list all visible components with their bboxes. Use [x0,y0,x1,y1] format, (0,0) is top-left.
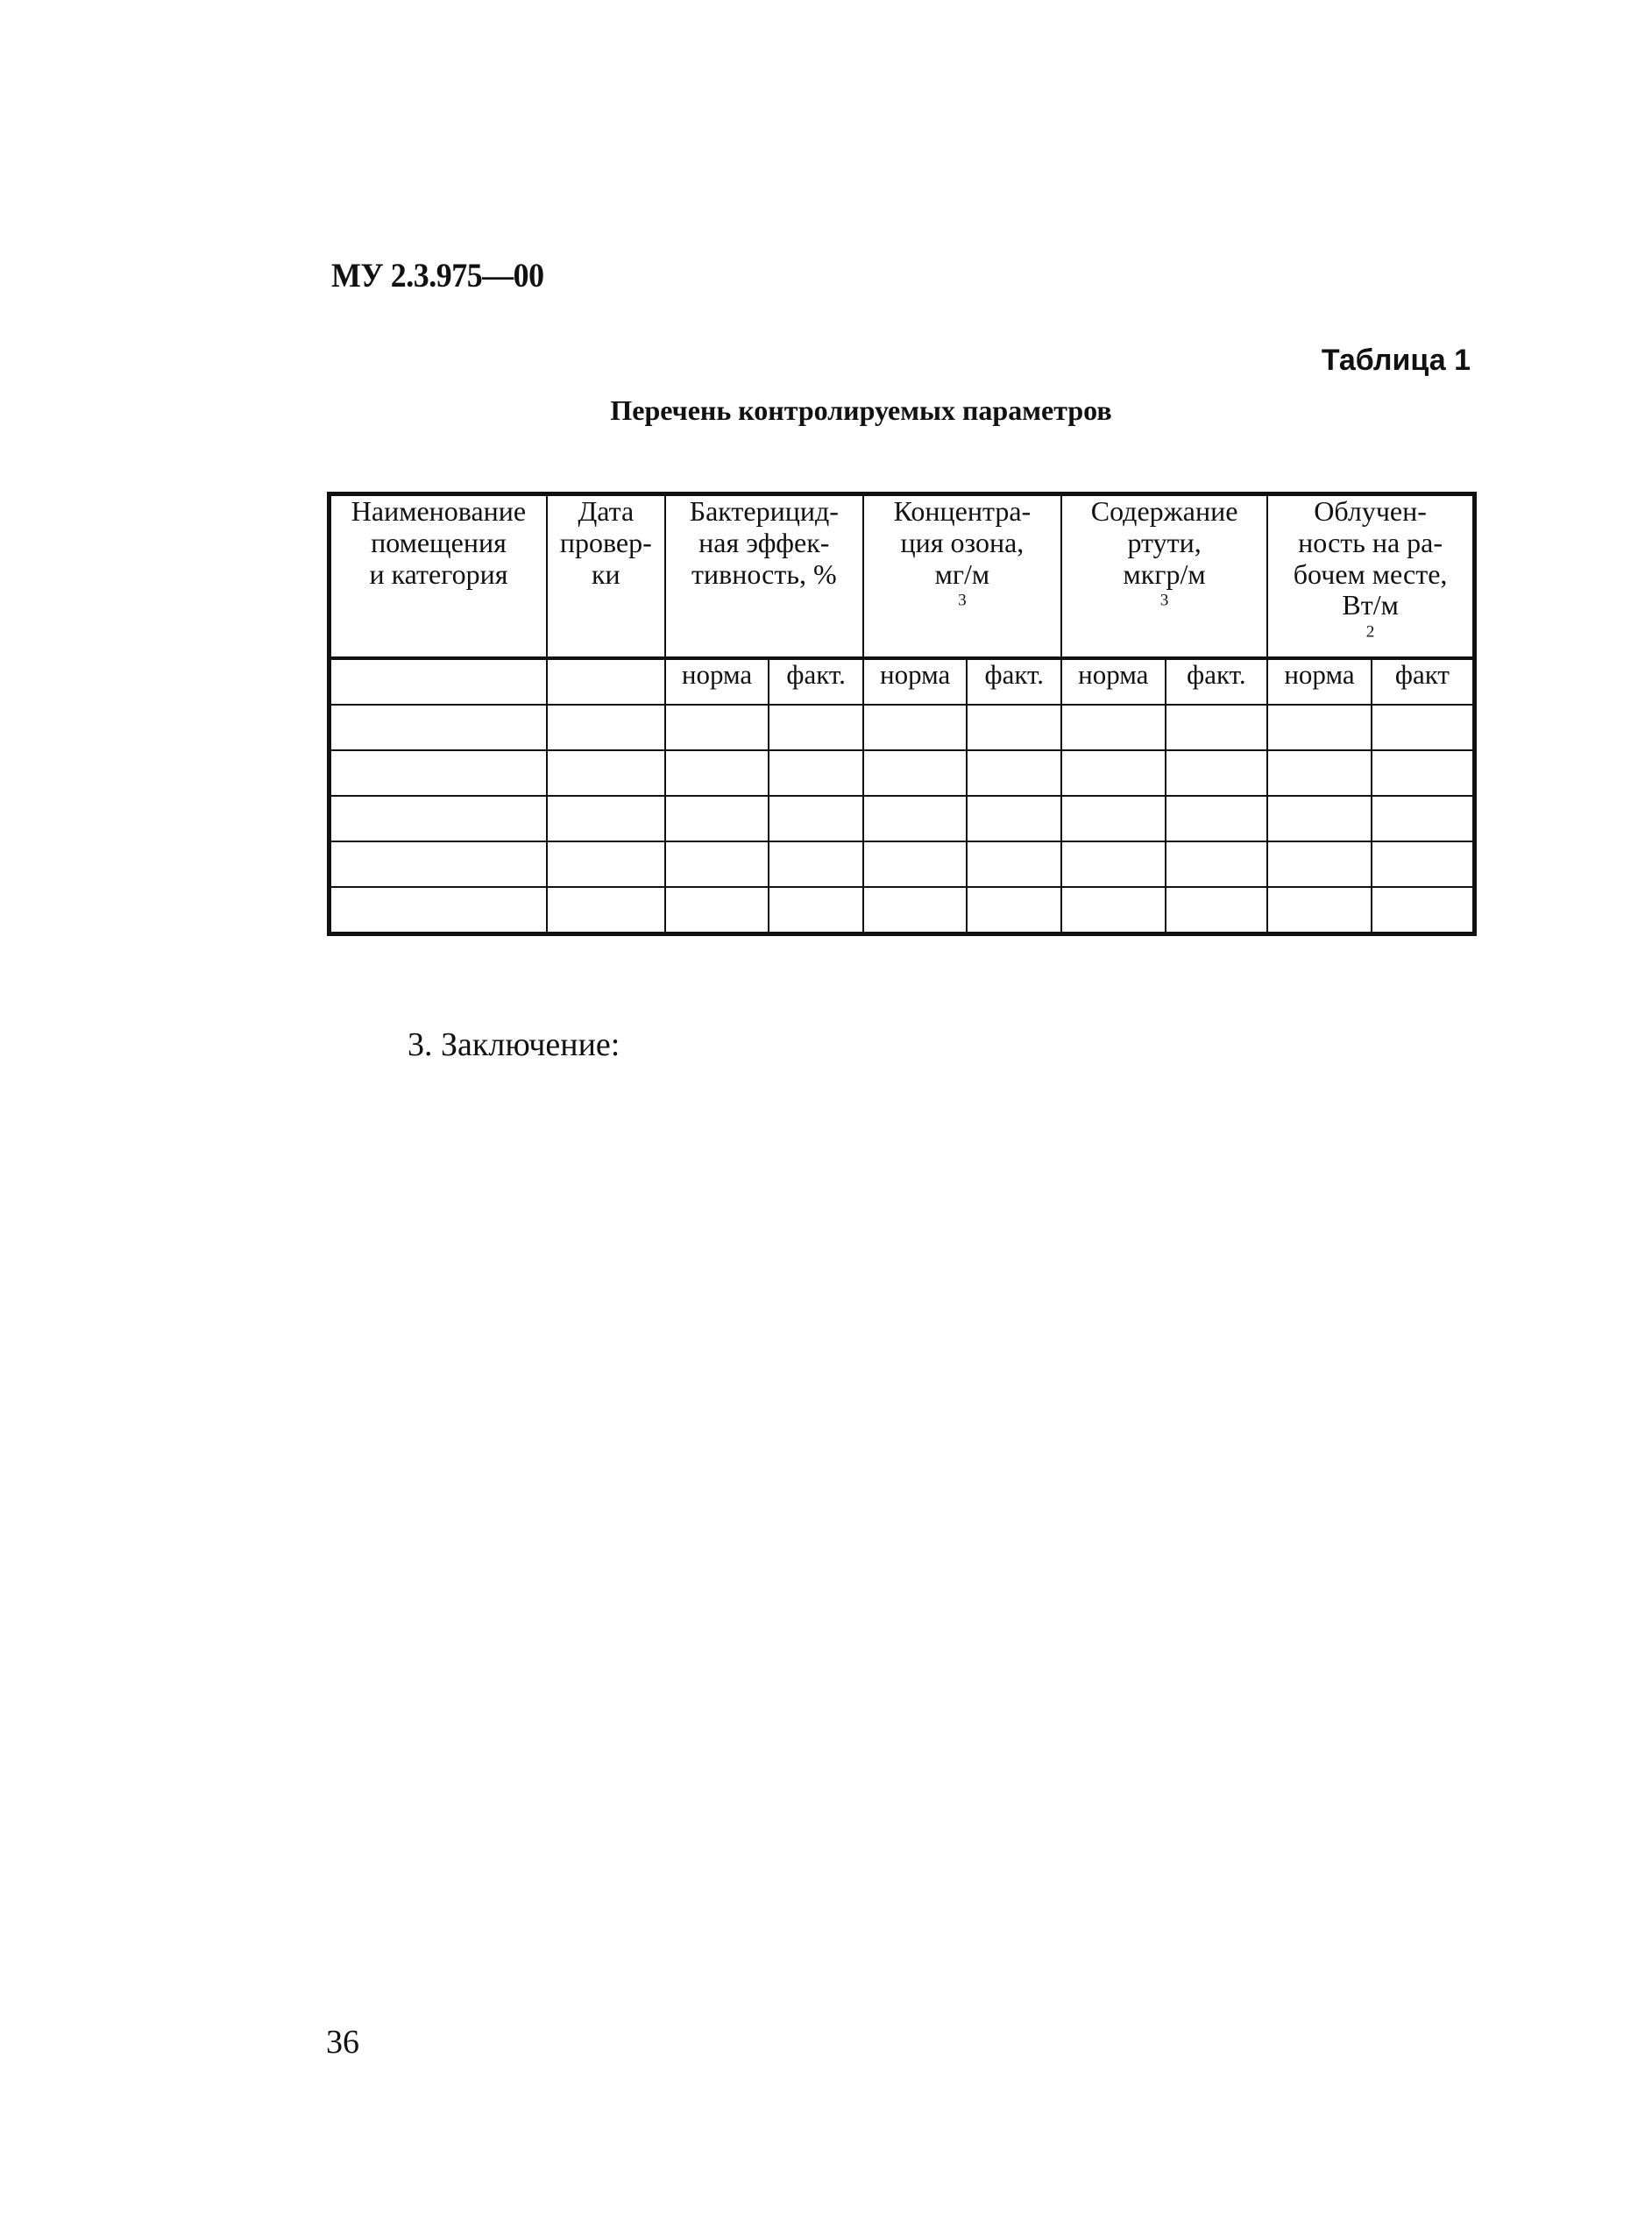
header-bactericidal-efficiency: Бактерицид- ная эффек- тивность, % [665,494,863,659]
table-cell [967,796,1060,841]
table-row [330,796,1475,841]
conclusion-heading: 3. Заключение: [408,1026,620,1063]
table-cell [863,750,968,796]
table-cell [1267,841,1372,887]
table-cell [547,705,665,750]
table-cell [665,841,769,887]
document-code: МУ 2.3.975—00 [331,257,544,294]
table-cell [665,750,769,796]
table-row [330,887,1475,934]
table-cell [330,796,547,841]
table-cell [1372,750,1475,796]
header-mercury-content: Содержание ртути, мкгр/м $^3$ [1061,494,1267,659]
table-cell [1372,705,1475,750]
table-cell [1267,887,1372,934]
table-subheader-row [330,658,1475,705]
table-cell [547,796,665,841]
subheader-actual: факт. [967,658,1060,705]
table-cell [863,841,968,887]
table-cell [967,750,1060,796]
table-cell [330,841,547,887]
header-irradiance: Облучен- ность на ра- бочем месте, Вт/м $^2$ [1267,494,1474,659]
table-cell [1267,705,1372,750]
table-label: Таблица 1 [1321,344,1471,377]
table-cell [1166,796,1268,841]
subheader-empty [547,658,665,705]
table-cell [1061,841,1166,887]
table-row [330,841,1475,887]
table-cell [1372,887,1475,934]
table-cell [547,750,665,796]
table-cell [665,796,769,841]
subheader-actual: факт. [769,658,862,705]
table-cell [665,887,769,934]
table-cell [769,887,862,934]
subheader-norm: норма [1061,658,1166,705]
table-cell [1267,796,1372,841]
table-body [330,705,1475,934]
table-cell [863,796,968,841]
table-cell [1061,750,1166,796]
subheader-actual: факт. [1166,658,1268,705]
table-cell [863,705,968,750]
subheader-norm: норма [863,658,968,705]
table-cell [547,887,665,934]
header-ozone-concentration: Концентра- ция озона, мг/м $^3$ [863,494,1061,659]
table-cell [1061,705,1166,750]
header-room-name: Наименование помещения и категория [330,494,547,659]
table-cell [1372,796,1475,841]
table-cell [1166,705,1268,750]
table-cell [330,887,547,934]
table-cell [1061,887,1166,934]
table-cell [967,887,1060,934]
table-cell [330,750,547,796]
table-cell [547,841,665,887]
table-cell [769,705,862,750]
table-cell [1372,841,1475,887]
parameters-table [327,492,1477,936]
table-cell [665,705,769,750]
table-cell [967,705,1060,750]
table-cell [769,796,862,841]
table-cell [769,841,862,887]
subheader-norm: норма [665,658,769,705]
table-cell [1166,750,1268,796]
table-cell [1061,796,1166,841]
subheader-empty [330,658,547,705]
table-cell [330,705,547,750]
table-cell [1166,841,1268,887]
subheader-norm: норма [1267,658,1372,705]
table-cell [863,887,968,934]
table-header-row [330,494,1475,659]
table-cell [1166,887,1268,934]
page-number: 36 [326,2024,359,2061]
table-row [330,705,1475,750]
table-cell [769,750,862,796]
header-check-date: Дата провер- ки [547,494,665,659]
table-cell [1267,750,1372,796]
table-row [330,750,1475,796]
table-title: Перечень контролируемых параметров [610,394,1112,426]
table-cell [967,841,1060,887]
subheader-actual: факт [1372,658,1475,705]
